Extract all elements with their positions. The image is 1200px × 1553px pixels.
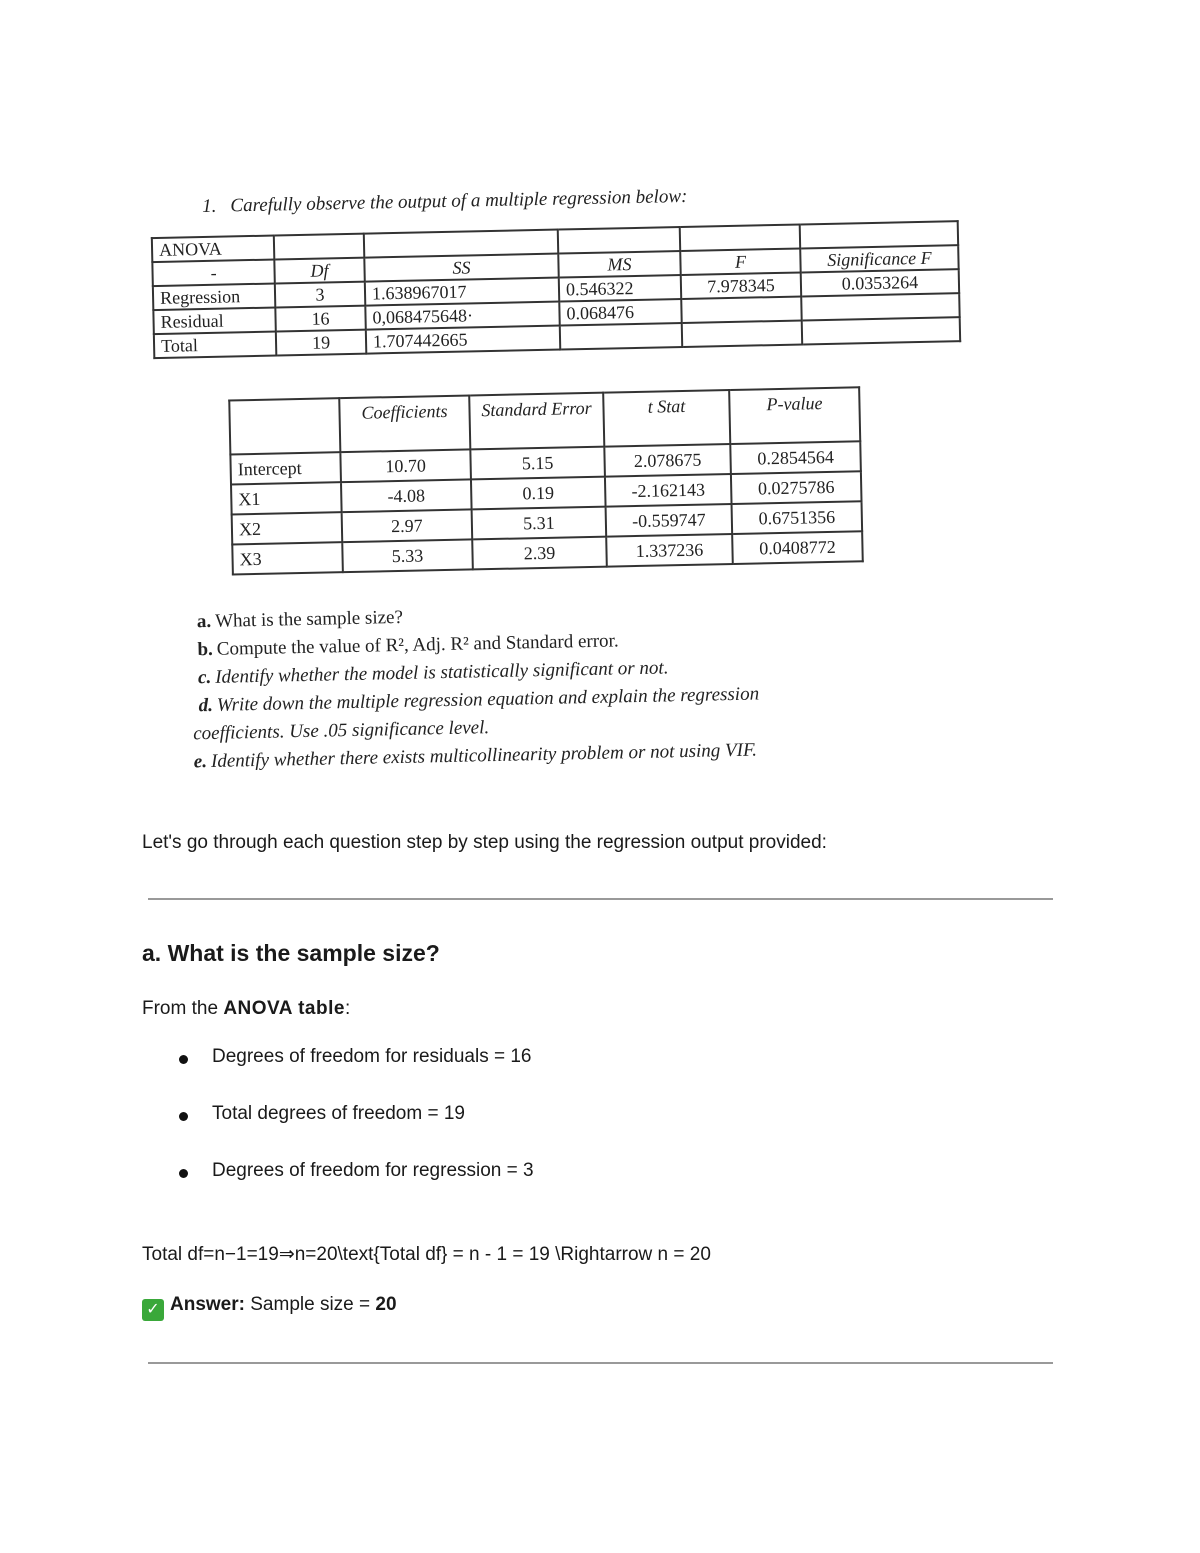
list-item: coefficients. Use .05 significance level. (193, 717, 490, 745)
divider (148, 1362, 1053, 1364)
df-bullet-list (142, 1046, 534, 1217)
scanned-question-image (148, 160, 1028, 800)
table-row: Coefficients Standard Error t Stat P-value (229, 387, 860, 454)
table-row: Regression 3 1.638967017 0.546322 7.978345 0.0353264 (153, 269, 959, 310)
list-item: d. Write down the multiple regression equation and explain the regression (198, 683, 760, 717)
list-item: Degrees of freedom for residuals = 16 (142, 1046, 534, 1103)
list-item: Total degrees of freedom = 19 (142, 1103, 534, 1160)
table-row: X1 -4.08 0.19 -2.162143 0.0275786 (231, 471, 861, 514)
bullet-icon (179, 1055, 188, 1064)
table-row: X3 5.33 2.39 1.337236 0.0408772 (232, 531, 862, 574)
table-row: ANOVA (152, 221, 958, 262)
intro-text: Let's go through each question step by step using the regression output provided: (142, 832, 827, 853)
list-item: c. Identify whether the model is statistically significant or not. (197, 657, 669, 689)
section-heading: a. What is the sample size? (142, 940, 440, 966)
table-row: Residual 16 0,068475648· 0.068476 (153, 293, 959, 334)
bullet-icon (179, 1112, 188, 1121)
bullet-icon (179, 1169, 188, 1178)
question-title: 1. Carefully observe the output of a multiple regression below: (201, 185, 688, 218)
list-item: e. Identify whether there exists multicollinearity problem or not using VIF. (193, 739, 758, 773)
check-mark-icon: ✓ (142, 1299, 164, 1321)
table-row: Intercept 10.70 5.15 2.078675 0.2854564 (230, 441, 860, 484)
from-anova-text: From the ANOVA table: (142, 998, 351, 1019)
list-item: b. Compute the value of R², Adj. R² and Standard error. (197, 630, 619, 661)
anova-table (151, 220, 961, 359)
list-item: a. What is the sample size? (196, 606, 404, 633)
coefficients-table (228, 386, 864, 575)
question-list (191, 596, 761, 776)
table-row: - Df SS MS F Significance F (152, 245, 958, 286)
df-formula: Total df=n−1=19⇒n=20\text{Total df} = n - 1 = 19 \Rightarrow n = 20 (142, 1244, 711, 1265)
answer-line: ✓ Answer: Sample size = 20 (142, 1294, 397, 1321)
table-row: X2 2.97 5.31 -0.559747 0.6751356 (232, 501, 862, 544)
list-item: Degrees of freedom for regression = 3 (142, 1160, 534, 1217)
divider (148, 898, 1053, 900)
table-row: Total 19 1.707442665 (154, 317, 960, 358)
